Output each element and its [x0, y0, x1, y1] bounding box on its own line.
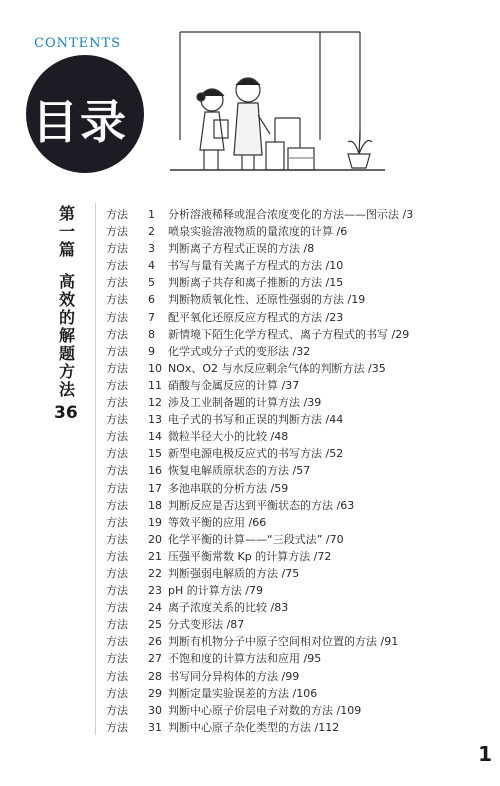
toc-method-number: 18 [148, 498, 162, 512]
toc-entry-title: 判断中心原子价层电子对数的方法 /109 [168, 703, 362, 717]
toc-entry[interactable] [106, 309, 476, 326]
toc-entry[interactable] [106, 428, 476, 445]
toc-method-number: 4 [148, 259, 155, 273]
toc-entry[interactable] [106, 497, 476, 514]
toc-method-label: 方法 [106, 310, 128, 324]
part-start-page: 36 [54, 403, 78, 423]
toc-method-number: 9 [148, 344, 155, 358]
toc-entry-title: 离子浓度关系的比较 /83 [168, 601, 289, 615]
toc-method-number: 24 [148, 601, 162, 615]
toc-entry[interactable] [106, 223, 476, 240]
toc-method-label: 方法 [106, 703, 128, 717]
toc-method-number: 2 [148, 225, 155, 239]
toc-entry[interactable] [106, 650, 476, 667]
toc-method-number: 17 [148, 481, 162, 495]
toc-method-label: 方法 [106, 566, 128, 580]
toc-entry-title: 电子式的书写和正误的判断方法 /44 [168, 413, 344, 427]
toc-entry-title: 微粒半径大小的比较 /48 [168, 430, 289, 444]
toc-method-number: 29 [148, 686, 162, 700]
toc-method-number: 14 [148, 430, 162, 444]
toc-entry-title: 判断强弱电解质的方法 /75 [168, 566, 300, 580]
toc-entry-title: 判断离子方程式正误的方法 /8 [168, 242, 315, 256]
toc-entry[interactable] [106, 702, 476, 719]
part-name-char: 解 [58, 326, 75, 345]
toc-entry-title: 喷泉实验溶液物质的量浓度的计算 /6 [168, 225, 348, 239]
toc-method-label: 方法 [106, 378, 128, 392]
toc-entry-title: 化学平衡的计算——“三段式法” /70 [168, 532, 344, 546]
toc-entry[interactable] [106, 548, 476, 565]
toc-entry[interactable] [106, 291, 476, 308]
page-title: 目录 [32, 95, 128, 149]
toc-method-label: 方法 [106, 601, 128, 615]
toc-entry-title: 书写同分异构体的方法 /99 [168, 669, 300, 683]
toc-entry[interactable] [106, 343, 476, 360]
toc-method-label: 方法 [106, 208, 128, 221]
toc-method-label: 方法 [106, 225, 128, 239]
toc-entry-title: 恢复电解质原状态的方法 /57 [168, 464, 311, 478]
toc-entry[interactable] [106, 565, 476, 582]
toc-entry-title: 新型电源电极反应式的书写方法 /52 [168, 447, 344, 461]
toc-method-label: 方法 [106, 430, 128, 444]
toc-method-label: 方法 [106, 652, 128, 666]
toc-method-number: 15 [148, 447, 162, 461]
toc-entry[interactable] [106, 462, 476, 479]
toc-method-label: 方法 [106, 720, 128, 734]
toc-method-number: 20 [148, 532, 162, 546]
toc-method-number: 6 [148, 293, 155, 307]
toc-method-label: 方法 [106, 327, 128, 341]
toc-entry[interactable] [106, 257, 476, 274]
part-name-char: 方 [58, 362, 75, 381]
toc-entry[interactable] [106, 531, 476, 548]
toc-method-number: 23 [148, 584, 162, 598]
toc-method-number: 30 [148, 703, 162, 717]
toc-divider [95, 203, 96, 735]
toc-method-label: 方法 [106, 396, 128, 410]
toc-entry[interactable] [106, 668, 476, 685]
toc-entry[interactable] [106, 274, 476, 291]
students-lab-illustration [170, 30, 390, 180]
toc-entry-title: 书写与量有关离子方程式的方法 /10 [168, 259, 344, 273]
toc-entry-title: 分析溶液稀释或混合浓度变化的方法——图示法 /3 [168, 208, 414, 221]
toc-entry[interactable] [106, 599, 476, 616]
toc-entry-title: 硝酸与金属反应的计算 /37 [168, 378, 300, 392]
toc-method-number: 31 [148, 720, 162, 734]
toc-entry-title: 不饱和度的计算方法和应用 /95 [168, 652, 322, 666]
page-number: 1 [478, 742, 492, 766]
toc-entry-title: 判断离子共存和离子推断的方法 /15 [168, 276, 344, 290]
toc-entry[interactable] [106, 633, 476, 650]
toc-method-number: 11 [148, 378, 162, 392]
toc-method-label: 方法 [106, 242, 128, 256]
toc-entry-title: 判断有机物分子中原子空间相对位置的方法 /91 [168, 635, 399, 649]
toc-method-label: 方法 [106, 481, 128, 495]
part-label-char: 一 [58, 222, 75, 241]
toc-method-label: 方法 [106, 413, 128, 427]
toc-method-number: 27 [148, 652, 162, 666]
toc-entry[interactable] [106, 445, 476, 462]
toc-entry-title: 多池串联的分析方法 /59 [168, 481, 289, 495]
toc-method-number: 16 [148, 464, 162, 478]
toc-method-label: 方法 [106, 498, 128, 512]
toc-entry-title: 判断定量实验误差的方法 /106 [168, 686, 318, 700]
toc-entry-title: 压强平衡常数 Kp 的计算方法 /72 [168, 549, 332, 563]
toc-entry[interactable] [106, 616, 476, 633]
part-heading [56, 205, 78, 399]
toc-method-label: 方法 [106, 361, 128, 375]
toc-method-label: 方法 [106, 447, 128, 461]
toc-entry-title: NOx、O2 与水反应剩余气体的判断方法 /35 [168, 361, 386, 375]
toc-method-number: 8 [148, 327, 155, 341]
toc-method-number: 5 [148, 276, 155, 290]
toc-method-label: 方法 [106, 344, 128, 358]
toc-method-label: 方法 [106, 549, 128, 563]
toc-entry[interactable] [106, 240, 476, 257]
toc-method-number: 3 [148, 242, 155, 256]
toc-method-number: 21 [148, 549, 162, 563]
toc-entry-title: 涉及工业制备题的计算方法 /39 [168, 396, 322, 410]
toc-entry[interactable] [106, 411, 476, 428]
toc-entry[interactable] [106, 719, 476, 736]
toc-method-number: 1 [148, 208, 155, 221]
toc-entry-title: pH 的计算方法 /79 [168, 584, 263, 598]
toc-list [106, 206, 476, 736]
toc-method-label: 方法 [106, 293, 128, 307]
toc-method-label: 方法 [106, 515, 128, 529]
toc-entry[interactable] [106, 360, 476, 377]
part-label-char: 第 [58, 204, 75, 223]
toc-method-label: 方法 [106, 532, 128, 546]
toc-method-label: 方法 [106, 635, 128, 649]
toc-method-number: 25 [148, 618, 162, 632]
toc-entry[interactable] [106, 206, 476, 223]
part-name-char: 高 [58, 272, 75, 291]
toc-entry-title: 判断中心原子杂化类型的方法 /112 [168, 720, 340, 734]
toc-method-number: 10 [148, 361, 162, 375]
toc-entry[interactable] [106, 394, 476, 411]
toc-entry-title: 判断物质氧化性、还原性强弱的方法 /19 [168, 293, 366, 307]
toc-method-number: 7 [148, 310, 155, 324]
part-name-char: 法 [58, 380, 75, 399]
toc-method-number: 22 [148, 566, 162, 580]
part-name-char: 效 [58, 290, 75, 309]
toc-method-number: 13 [148, 413, 162, 427]
toc-method-label: 方法 [106, 686, 128, 700]
toc-method-label: 方法 [106, 259, 128, 273]
toc-method-number: 26 [148, 635, 162, 649]
toc-entry[interactable] [106, 326, 476, 343]
toc-entry-title: 分式变形法 /87 [168, 618, 245, 632]
toc-entry[interactable] [106, 377, 476, 394]
toc-method-label: 方法 [106, 618, 128, 632]
toc-entry[interactable] [106, 514, 476, 531]
toc-entry-title: 新情境下陌生化学方程式、离子方程式的书写 /29 [168, 327, 410, 341]
toc-method-number: 19 [148, 515, 162, 529]
toc-entry[interactable] [106, 480, 476, 497]
toc-method-label: 方法 [106, 464, 128, 478]
toc-entry-title: 化学式或分子式的变形法 /32 [168, 344, 311, 358]
toc-method-label: 方法 [106, 669, 128, 683]
toc-entry[interactable] [106, 582, 476, 599]
toc-method-number: 12 [148, 396, 162, 410]
toc-entry-title: 配平氧化还原反应方程式的方法 /23 [168, 310, 344, 324]
toc-entry-title: 判断反应是否达到平衡状态的方法 /63 [168, 498, 355, 512]
toc-entry-title: 等效平衡的应用 /66 [168, 515, 267, 529]
part-name-char: 题 [58, 344, 75, 363]
toc-entry[interactable] [106, 685, 476, 702]
contents-label: CONTENTS [34, 36, 122, 51]
toc-method-label: 方法 [106, 276, 128, 290]
part-label-char: 篇 [58, 240, 75, 259]
toc-method-label: 方法 [106, 584, 128, 598]
part-name-char: 的 [58, 308, 75, 327]
toc-method-number: 28 [148, 669, 162, 683]
